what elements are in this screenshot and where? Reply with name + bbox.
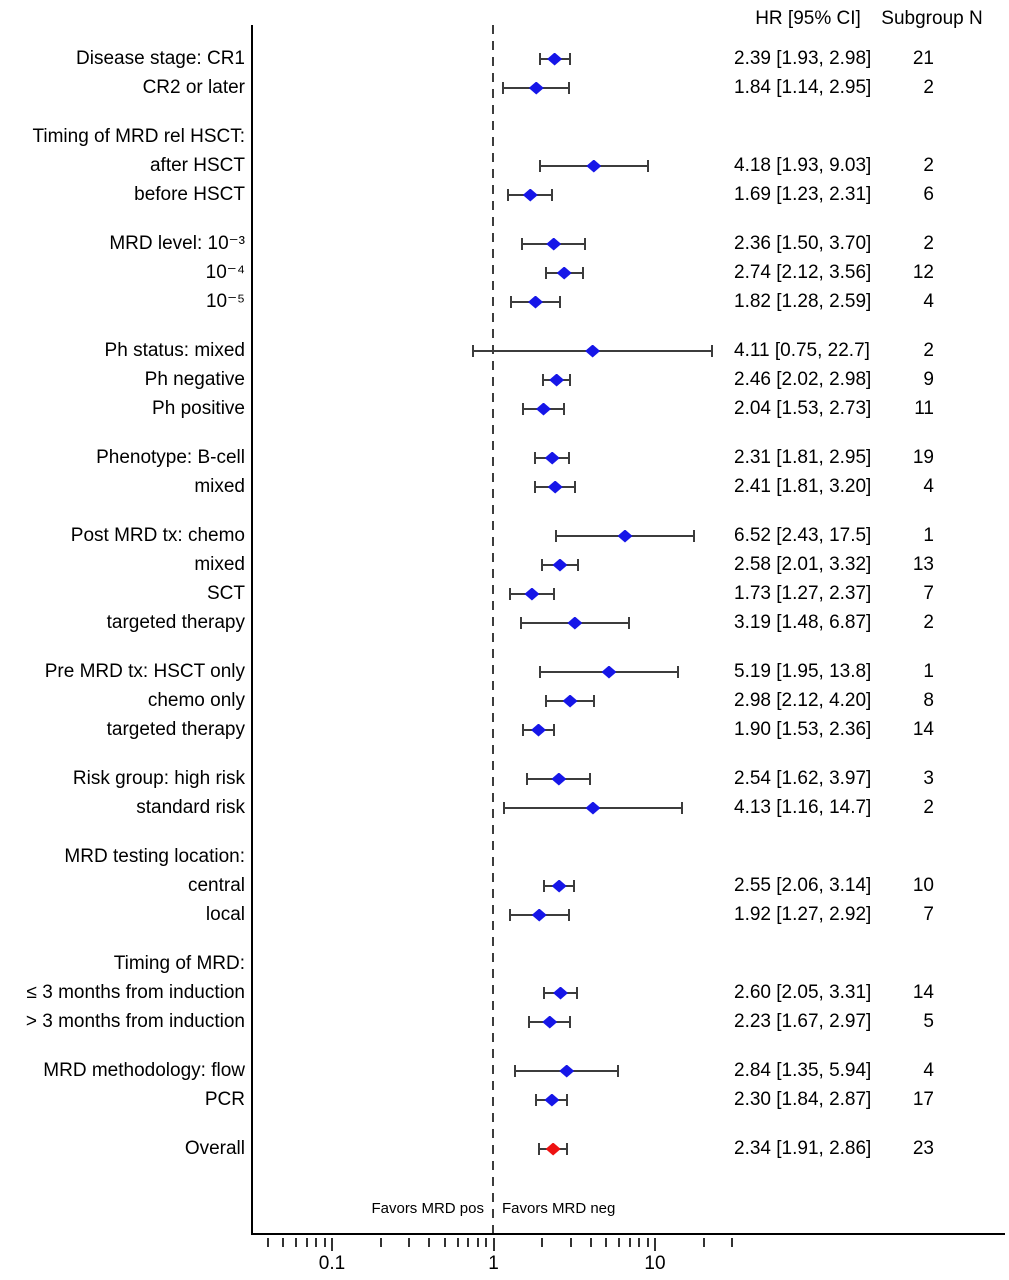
hr-ci-value: 3.19 [1.48, 6.87] [734,612,872,633]
hr-diamond [567,617,582,630]
row-label: mixed [194,476,245,497]
group-header-label: MRD testing location: [64,846,245,867]
ci-cap-right [569,374,571,386]
axis-tick-label: 0.1 [318,1253,346,1274]
axis-minor-tick [629,1238,631,1247]
ci-cap-right [559,296,561,308]
axis-minor-tick [477,1238,479,1247]
ci-cap-left [522,724,524,736]
row-label: before HSCT [134,184,245,205]
ci-cap-left [542,374,544,386]
ci-cap-left [539,666,541,678]
row-label: MRD level: 10⁻³ [109,233,245,254]
ci-cap-left [543,880,545,892]
favors-mrd-pos-label: Favors MRD pos [371,1200,484,1217]
ci-cap-left [521,238,523,250]
axis-tick-label: 10 [644,1253,666,1274]
reference-line-hr-1 [492,25,494,1233]
hr-ci-value: 5.19 [1.95, 13.8] [734,661,872,682]
hr-diamond [544,1094,559,1107]
row-label: Risk group: high risk [72,768,245,789]
ci-cap-right [574,481,576,493]
hr-ci-value: 2.30 [1.84, 2.87] [734,1089,872,1110]
subgroup-n-value: 10 [912,875,934,896]
ci-cap-right [584,238,586,250]
axis-minor-tick [380,1238,382,1247]
subgroup-n-value: 21 [912,48,934,69]
ci-cap-left [514,1065,516,1077]
column-header-subgroup-n: Subgroup N [881,8,983,29]
subgroup-n-value: 2 [923,77,934,98]
ci-cap-right [628,617,630,629]
hr-diamond [523,189,538,202]
row-label: Post MRD tx: chemo [70,525,245,546]
axis-minor-tick [444,1238,446,1247]
axis-minor-tick [647,1238,649,1247]
ci-cap-right [589,773,591,785]
subgroup-n-value: 14 [912,982,934,1003]
x-axis-line [251,1233,1005,1235]
ci-cap-right [647,160,649,172]
ci-cap-left [538,1143,540,1155]
ci-cap-right [551,189,553,201]
subgroup-n-value: 7 [923,583,934,604]
hr-diamond [536,403,551,416]
hr-diamond [586,160,601,173]
subgroup-n-value: 2 [923,233,934,254]
subgroup-n-value: 1 [923,525,934,546]
hr-diamond [557,267,572,280]
ci-cap-right [573,880,575,892]
group-header-label: Timing of MRD: [113,953,245,974]
hr-diamond [618,530,633,543]
overall-hr-diamond [546,1143,561,1156]
axis-minor-tick [457,1238,459,1247]
axis-minor-tick [282,1238,284,1247]
ci-cap-left [555,530,557,542]
subgroup-n-value: 23 [912,1138,934,1159]
ci-cap-right [568,82,570,94]
ci-cap-left [522,403,524,415]
hr-ci-value: 1.73 [1.27, 2.37] [734,583,872,604]
hr-diamond [585,802,600,815]
row-label: chemo only [147,690,245,711]
hr-diamond [563,695,578,708]
subgroup-n-value: 2 [923,612,934,633]
subgroup-n-value: 17 [912,1089,934,1110]
hr-ci-value: 2.74 [2.12, 3.56] [734,262,872,283]
row-label: Disease stage: CR1 [76,48,245,69]
row-label: targeted therapy [106,612,245,633]
hr-ci-value: 4.18 [1.93, 9.03] [734,155,872,176]
hr-ci-value: 2.04 [1.53, 2.73] [734,398,872,419]
ci-cap-left [528,1016,530,1028]
row-label: > 3 months from induction [25,1011,245,1032]
hr-ci-value: 2.34 [1.91, 2.86] [734,1138,872,1159]
ci-cap-right [566,1143,568,1155]
hr-diamond [548,481,563,494]
ci-cap-right [677,666,679,678]
hr-diamond [529,82,544,95]
hr-diamond [553,987,568,1000]
hr-diamond [542,1016,557,1029]
subgroup-n-value: 12 [912,262,934,283]
ci-cap-right [563,403,565,415]
row-label: Ph positive [152,398,245,419]
ci-cap-left [539,53,541,65]
ci-cap-right [568,452,570,464]
axis-minor-tick [590,1238,592,1247]
subgroup-n-value: 3 [923,768,934,789]
hr-ci-value: 2.58 [2.01, 3.32] [734,554,872,575]
row-label: ≤ 3 months from induction [26,982,245,1003]
subgroup-n-value: 14 [912,719,934,740]
hr-ci-value: 2.98 [2.12, 4.20] [734,690,872,711]
row-label: Pre MRD tx: HSCT only [44,661,245,682]
row-label: SCT [207,583,245,604]
row-label: MRD methodology: flow [43,1060,245,1081]
subgroup-n-value: 9 [923,369,934,390]
hr-diamond [552,880,567,893]
subgroup-n-value: 7 [923,904,934,925]
row-label: mixed [194,554,245,575]
axis-minor-tick [467,1238,469,1247]
subgroup-n-value: 2 [923,155,934,176]
ci-cap-left [534,481,536,493]
axis-minor-tick [605,1238,607,1247]
hr-ci-value: 1.90 [1.53, 2.36] [734,719,872,740]
ci-cap-left [509,588,511,600]
axis-minor-tick [428,1238,430,1247]
row-label: Ph status: mixed [104,340,245,361]
favors-mrd-neg-label: Favors MRD neg [502,1200,616,1217]
hr-diamond [524,588,539,601]
row-label: Overall [184,1138,245,1159]
axis-minor-tick [408,1238,410,1247]
axis-minor-tick [703,1238,705,1247]
hr-diamond [551,773,566,786]
ci-cap-left [472,345,474,357]
hr-diamond [531,724,546,737]
hr-ci-value: 2.46 [2.02, 2.98] [734,369,872,390]
subgroup-n-value: 5 [923,1011,934,1032]
ci-cap-right [553,588,555,600]
subgroup-n-value: 4 [923,476,934,497]
axis-minor-tick [324,1238,326,1247]
group-header-label: Timing of MRD rel HSCT: [32,126,245,147]
hr-ci-value: 2.41 [1.81, 3.20] [734,476,872,497]
ci-cap-right [577,559,579,571]
ci-cap-left [534,452,536,464]
ci-cap-right [582,267,584,279]
ci-cap-left [510,296,512,308]
ci-cap-left [507,189,509,201]
row-label: local [205,904,245,925]
hr-diamond [585,345,600,358]
ci-cap-left [509,909,511,921]
hr-diamond [549,374,564,387]
ci-cap-left [502,82,504,94]
ci-cap-right [566,1094,568,1106]
axis-minor-tick [541,1238,543,1247]
subgroup-n-value: 2 [923,797,934,818]
row-label: after HSCT [149,155,245,176]
ci-cap-right [693,530,695,542]
ci-cap-left [545,695,547,707]
ci-cap-right [553,724,555,736]
axis-minor-tick [638,1238,640,1247]
ci-cap-right [568,909,570,921]
ci-cap-right [617,1065,619,1077]
ci-cap-left [503,802,505,814]
ci-cap-left [535,1094,537,1106]
ci-cap-left [526,773,528,785]
hr-ci-value: 2.54 [1.62, 3.97] [734,768,872,789]
subgroup-n-value: 11 [914,398,934,419]
ci-cap-left [543,987,545,999]
column-header-hr-ci: HR [95% CI] [755,8,861,29]
hr-diamond [547,53,562,66]
axis-minor-tick [485,1238,487,1247]
hr-diamond [601,666,616,679]
hr-diamond [546,238,561,251]
row-label: 10⁻⁵ [205,291,245,312]
hr-ci-value: 2.36 [1.50, 3.70] [734,233,872,254]
axis-minor-tick [731,1238,733,1247]
ci-cap-left [541,559,543,571]
hr-diamond [545,452,560,465]
ci-cap-right [576,987,578,999]
hr-ci-value: 1.69 [1.23, 2.31] [734,184,872,205]
axis-minor-tick [306,1238,308,1247]
row-label: Phenotype: B-cell [96,447,245,468]
row-label: 10⁻⁴ [205,262,245,283]
subgroup-n-value: 2 [923,340,934,361]
subgroup-n-value: 13 [912,554,934,575]
hr-ci-value: 2.55 [2.06, 3.14] [734,875,872,896]
row-label: CR2 or later [142,77,245,98]
hr-ci-value: 4.13 [1.16, 14.7] [734,797,872,818]
row-label: PCR [204,1089,245,1110]
ci-cap-right [569,1016,571,1028]
hr-ci-value: 6.52 [2.43, 17.5] [734,525,872,546]
hr-diamond [559,1065,574,1078]
axis-minor-tick [618,1238,620,1247]
axis-minor-tick [267,1238,269,1247]
ci-cap-left [520,617,522,629]
hr-ci-value: 2.31 [1.81, 2.95] [734,447,872,468]
row-label: targeted therapy [106,719,245,740]
hr-diamond [552,559,567,572]
ci-cap-left [545,267,547,279]
row-label: Ph negative [144,369,245,390]
hr-diamond [528,296,543,309]
ci-cap-right [681,802,683,814]
hr-ci-value: 2.23 [1.67, 2.97] [734,1011,872,1032]
subgroup-n-value: 8 [923,690,934,711]
axis-tick-label: 1 [488,1253,499,1274]
axis-minor-tick [570,1238,572,1247]
ci-cap-left [539,160,541,172]
ci-cap-right [569,53,571,65]
hr-ci-value: 2.60 [2.05, 3.31] [734,982,872,1003]
hr-ci-value: 4.11 [0.75, 22.7] [734,340,870,361]
subgroup-n-value: 4 [923,291,934,312]
ci-cap-right [593,695,595,707]
hr-diamond [532,909,547,922]
subgroup-n-value: 6 [923,184,934,205]
ci-cap-right [711,345,713,357]
axis-minor-tick [295,1238,297,1247]
row-label: central [187,875,245,896]
hr-ci-value: 1.92 [1.27, 2.92] [734,904,872,925]
axis-minor-tick [315,1238,317,1247]
subgroup-n-value: 19 [912,447,934,468]
hr-ci-value: 1.84 [1.14, 2.95] [734,77,872,98]
hr-ci-value: 2.84 [1.35, 5.94] [734,1060,872,1081]
hr-ci-value: 2.39 [1.93, 2.98] [734,48,872,69]
subgroup-n-value: 1 [923,661,934,682]
y-axis-line [251,25,253,1235]
hr-ci-value: 1.82 [1.28, 2.59] [734,291,872,312]
subgroup-n-value: 4 [923,1060,934,1081]
row-label: standard risk [136,797,245,818]
